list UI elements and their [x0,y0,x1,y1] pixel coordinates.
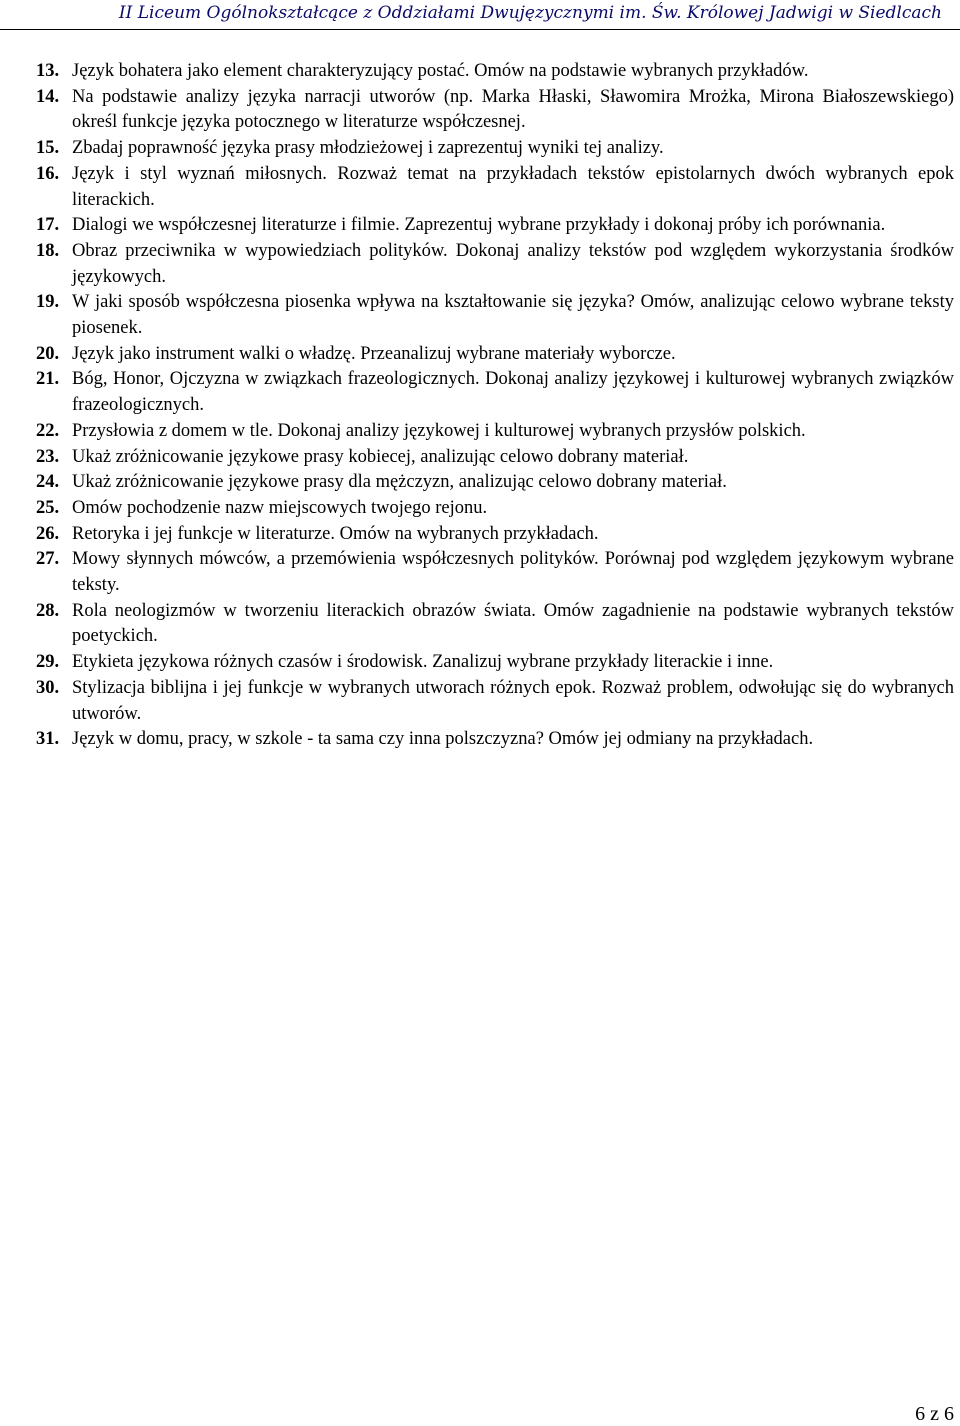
item-text: Język i styl wyznań miłosnych. Rozważ temat na przykładach tekstów epistolarnych dwóch wybranych epok literackich. [72,163,954,210]
list-item [36,85,954,136]
topic-list [36,59,954,753]
item-text: Retoryka i jej funkcje w literaturze. Omów na wybranych przykładach. [72,523,599,544]
list-item [36,676,954,727]
item-text: Stylizacja biblijna i jej funkcje w wybranych utworach różnych epok. Rozważ problem, odwołując się do wybranych utworów. [72,677,954,724]
list-item [36,290,954,341]
item-text: Omów pochodzenie nazw miejscowych twojego rejonu. [72,497,488,518]
item-text: Etykieta językowa różnych czasów i środowisk. Zanalizuj wybrane przykłady literackie i inne. [72,652,774,673]
item-number: 14. [36,86,60,107]
item-text: Język w domu, pracy, w szkole - ta sama czy inna polszczyzna? Omów jej odmiany na przykładach. [72,729,814,750]
item-text: Język jako instrument walki o władzę. Przeanalizuj wybrane materiały wyborcze. [72,343,676,364]
list-item [36,522,954,548]
list-item [36,470,954,496]
list-item [36,342,954,368]
item-text: Przysłowia z domem w tle. Dokonaj analizy językowej i kulturowej wybranych przysłów polskich. [72,420,806,441]
item-text: Mowy słynnych mówców, a przemówienia współczesnych polityków. Porównaj pod względem językowym wybrane teksty. [72,549,954,596]
item-text: Rola neologizmów w tworzeniu literackich obrazów świata. Omów zagadnienie na podstawie wybranych tekstów poetyckich. [72,600,954,647]
item-number: 23. [36,446,60,467]
list-item [36,727,954,753]
list-item [36,599,954,650]
item-number: 15. [36,138,60,159]
item-number: 19. [36,292,60,313]
list-item [36,547,954,598]
item-number: 20. [36,343,60,364]
item-text: W jaki sposób współczesna piosenka wpływa na kształtowanie się języka? Omów, analizując celowo wybrane teksty piosenek. [72,292,954,339]
item-text: Ukaż zróżnicowanie językowe prasy kobiecej, analizując celowo dobrany materiał. [72,446,689,467]
item-number: 18. [36,240,60,261]
item-number: 27. [36,549,60,570]
item-number: 16. [36,163,60,184]
list-item [36,496,954,522]
page-header [0,0,960,30]
item-text: Obraz przeciwnika w wypowiedziach polityków. Dokonaj analizy tekstów pod względem wykorzystania środków językowych. [72,240,954,287]
list-item [36,650,954,676]
item-number: 24. [36,472,60,493]
list-item [36,162,954,213]
item-number: 30. [36,677,60,698]
item-text: Dialogi we współczesnej literaturze i filmie. Zaprezentuj wybrane przykłady i dokonaj próby ich porównania. [72,215,886,236]
item-text: Bóg, Honor, Ojczyzna w związkach frazeologicznych. Dokonaj analizy językowej i kulturowej wybranych związków frazeologicznych. [72,369,954,416]
item-number: 21. [36,369,60,390]
item-number: 22. [36,420,60,441]
item-number: 13. [36,61,60,81]
item-number: 26. [36,523,60,544]
page-number: 6 z 6 [915,1403,954,1425]
item-number: 28. [36,600,60,621]
list-item [36,59,954,85]
item-text: Na podstawie analizy języka narracji utworów (np. Marka Hłaski, Sławomira Mrożka, Mirona Białoszewskiego) określ funkcje języka potocznego w literaturze współczesnej. [72,86,954,133]
item-number: 25. [36,497,60,518]
item-text: Język bohatera jako element charakteryzujący postać. Omów na podstawie wybranych przykładów. [72,61,809,81]
item-number: 17. [36,215,60,236]
item-number: 31. [36,729,60,750]
list-item [36,136,954,162]
header-school-name: II Liceum Ogólnokształcące z Oddziałami Dwujęzycznymi im. Św. Królowej Jadwigi w Siedlcach [118,3,942,23]
list-item [36,419,954,445]
list-item [36,239,954,290]
list-item [36,213,954,239]
list-item [36,367,954,418]
item-number: 29. [36,652,60,673]
item-text: Ukaż zróżnicowanie językowe prasy dla mężczyzn, analizując celowo dobrany materiał. [72,472,727,493]
item-text: Zbadaj poprawność języka prasy młodzieżowej i zaprezentuj wyniki tej analizy. [72,138,664,159]
list-item [36,445,954,471]
